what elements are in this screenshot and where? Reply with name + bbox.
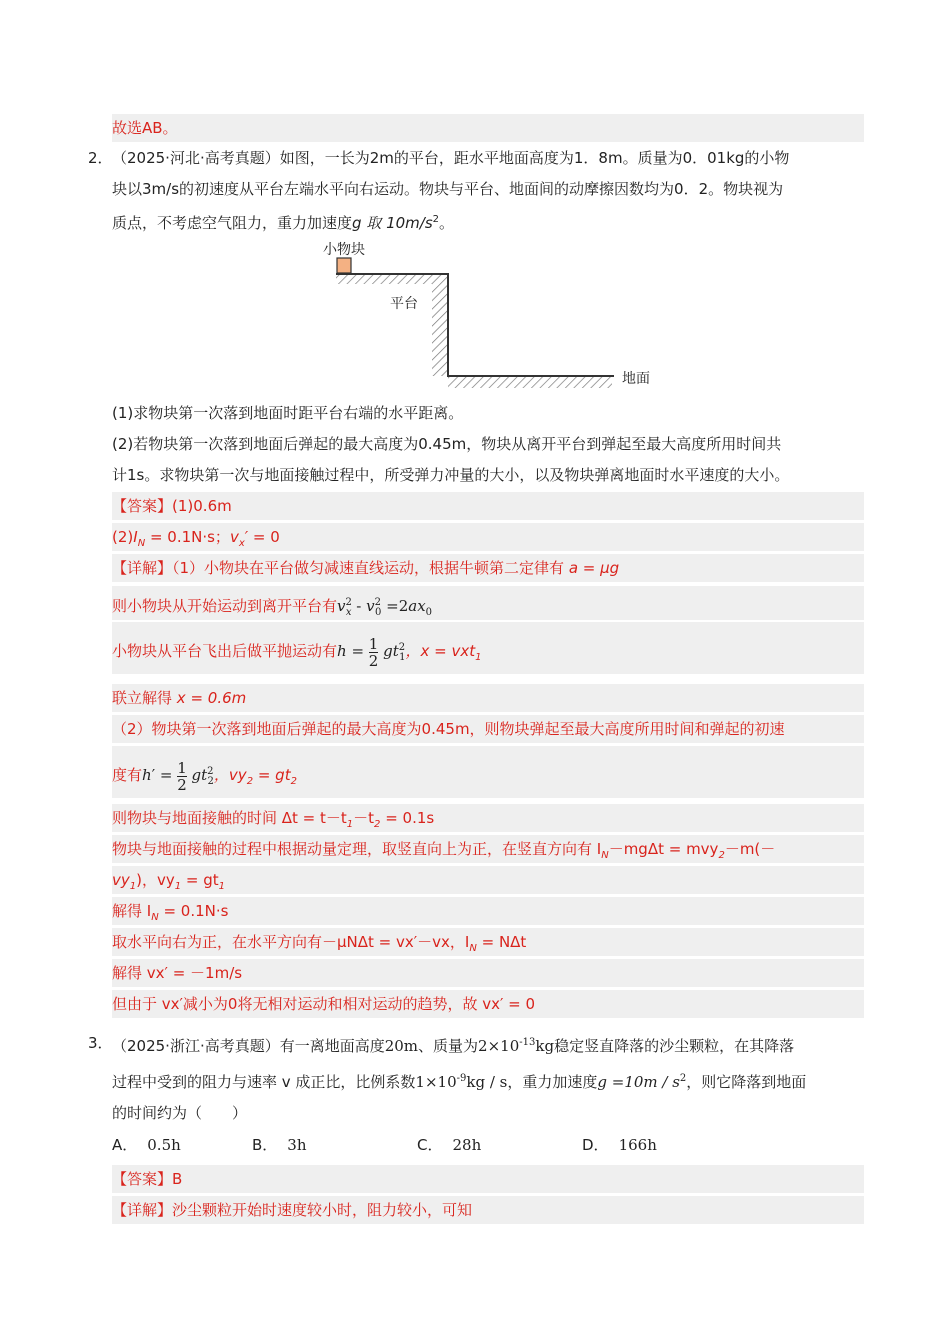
q3-option-d[interactable] [582,1131,657,1159]
q3-option-c-letter: C． [417,1136,443,1154]
q2-sub-question-1: (1)求物块第一次落到地面时距平台右端的水平距离。 [112,404,464,422]
q3-k-base: 1×10 [415,1073,457,1091]
q3-stem-2a: 过程中受到的阻力与速率 v 成正比，比例系数 [112,1073,416,1091]
q3-stem-g: g =10m / s [597,1073,680,1091]
q2-detail-line-5: （2）物块第一次落到地面后弹起的最大高度为0.45m，则物块弹起至最大高度所用时间和弹起的初速 [112,715,864,743]
diagram-label-ground: 地面 [622,371,650,387]
q3-stem-1b: 、质量为 [418,1037,479,1055]
q2-answer-2-impulse: = 0.1N·s； [145,528,230,546]
q3-mass-exp: -13 [519,1037,536,1048]
q2-detail-text-8b: －mgΔt = mvy [608,840,719,858]
q2-stem-end: 。 [439,214,455,232]
q2-answer-tag: 【答案】 [112,497,173,515]
q2-detail-text-8c: －m(－ [724,840,776,858]
q2-detail-line-13: 但由于 vx′减小为0将无相对运动和相对运动的趋势，故 vx′ = 0 [112,990,864,1018]
q2-detail-line-3: 小物块从平台飞出后做平抛运动有h = $\frac{1}{2}$ $gt^2_1$，x = vxt$_1$ [112,622,864,674]
ground-hatch [448,376,612,388]
q2-detail-line-12: 解得 vx′ = －1m/s [112,959,864,987]
q3-detail-tag: 【详解】 [112,1201,173,1219]
q3-stem-2b: ，重力加速度 [507,1073,598,1091]
q2-detail-eq-6: h′ = $\frac{1}{2}$ $gt^2_2$ [142,758,214,794]
q2-stem-g-exp: 2 [432,214,440,225]
q3-k-exp: -9 [456,1073,467,1084]
q2-stem-line-3-text: 质点，不考虑空气阻力，重力加速度 [112,214,353,232]
q2-stem-line-2: 块以3m/s的初速度从平台左端水平向右运动。物块与平台、地面间的动摩擦因数均为0．2。物块视为 [112,180,784,198]
question-number-3: 3． [88,1034,113,1052]
q2-detail-line-7: 则物块与地面接触的时间 $\Delta t = t-t_1-t_2 = 0.1s$ [112,804,864,832]
q2-detail-text-9b: )，vy [136,871,175,889]
q2-detail-line-11: 取水平向右为正，在水平方向有－μNΔt = vx′－vx，$I_N = N\Delta t$ [112,928,864,956]
platform-side-hatch [432,284,448,376]
q2-detail-text-11b: = NΔt [476,933,527,951]
q3-option-b[interactable] [252,1131,307,1159]
q2-detail-eq-6c: = gt [253,766,291,784]
q3-answer-tag: 【答案】 [112,1170,173,1188]
q2-answer-line-1 [112,492,864,520]
prev-closing: 故选AB。 [112,114,864,142]
q3-stem-2c: ，则它降落到地面 [686,1073,807,1091]
q2-sub-question-2-line-1: (2)若物块第一次落到地面后弹起的最大高度为0.45m，物块从离开平台到弹起至最大高度所用时间共 [112,435,782,453]
q2-detail-text-6: 度有 [112,766,143,784]
q2-detail-text-3: 小物块从平台飞出后做平抛运动有 [112,642,338,660]
q2-stem-line-3 [112,206,864,234]
q3-option-a[interactable] [112,1131,181,1159]
q2-detail-line-2 [112,586,864,620]
q2-detail-tag: 【详解】 [112,559,173,577]
q2-detail-eq-3b: ，x = vxt [405,642,476,660]
q3-stem-1a: （2025·浙江·高考真题）有一离地面高度 [112,1037,385,1055]
q3-option-d-letter: D． [582,1136,609,1154]
q3-option-b-letter: B． [252,1136,278,1154]
q2-detail-eq-1: a = μg [568,559,620,577]
q2-sub-question-2-line-2: 计1s。求物块第一次与地面接触过程中，所受弹力冲量的大小，以及物块弹离地面时水平速度的大小。 [112,466,790,484]
q2-detail-line-1 [112,554,864,582]
q2-answer-1: (1)0.6m [172,497,232,515]
q2-answer-line-2: $(2)I_N = 0.1N\cdot s$；$v_x' = 0$ [112,523,864,551]
q3-option-c-value: 28h [452,1136,482,1154]
question-number-2: 2． [88,149,113,167]
q2-detail-text-10b: = 0.1N·s [158,902,229,920]
q2-detail-text-8a: 物块与地面接触的过程中根据动量定理，取竖直向上为正，在竖直方向有 I [112,840,602,858]
q3-answer-value: B [172,1170,183,1188]
q3-answer-line [112,1165,864,1193]
q2-detail-line-8: 物块与地面接触的过程中根据动量定理，取竖直向上为正，在竖直方向有 $I_N-mg\Delta t = mvy_2-m(-$ [112,835,864,863]
q3-stem-k [415,1073,507,1091]
q2-detail-text-2: 则小物块从开始运动到离开平台有 [112,597,338,615]
diagram-label-block: 小物块 [323,242,365,258]
small-block [337,258,351,273]
q2-detail-text-10a: 解得 I [112,902,152,920]
q2-detail-line-10: 解得 $I_N = 0.1N\cdot s$ [112,897,864,925]
platform-diagram-svg [318,236,678,396]
platform-diagram [318,236,678,396]
q2-detail-eq-2: $v^2_x - v^2_0 =2ax_0$ [337,597,433,618]
q2-detail-text-7c: = 0.1s [380,809,435,827]
q3-option-c[interactable] [417,1131,481,1159]
q3-stem-line-1 [112,1028,864,1058]
q2-answer-2-prefix: (2) [112,528,134,546]
q3-detail-text: 沙尘颗粒开始时速度较小时，阻力较小，可知 [172,1201,473,1219]
q2-detail-text-7b: －t [353,809,375,827]
q3-option-a-value: 0.5h [147,1136,181,1154]
platform-outline [336,274,614,376]
q2-answer-2-vx: = 0 [248,528,280,546]
q3-stem-line-2: 过程中受到的阻力与速率 v 成正比，比例系数$1\times 10^{-9}kg / s$，重力加速度$g =10m / s^2$，则它降落到地面 [112,1073,807,1091]
q2-detail-eq-6b: ，vy [213,766,247,784]
q3-mass-base: 2×10 [478,1037,520,1055]
q2-detail-text-9c: = gt [181,871,219,889]
diagram-label-platform: 平台 [390,296,418,312]
q2-stem-g: g 取 10m/s [352,214,433,232]
q3-stem-line-3: 的时间约为（ ） [112,1104,248,1122]
q3-stem-1c: 稳定竖直降落的沙尘颗粒，在其降落 [554,1037,795,1055]
q2-detail-line-4 [112,684,864,712]
q3-option-b-value: 3h [287,1136,307,1154]
q2-detail-line-9: $vy_1$)，$vy_1 = gt_1$ [112,866,864,894]
q2-detail-eq-4: x = 0.6m [176,689,247,707]
platform-top-hatch [336,274,448,284]
q2-stem-line-1: （2025·河北·高考真题）如图，一长为2m的平台，距水平地面高度为1．8m。质量为0．01kg的小物 [112,149,790,167]
q2-detail-text-9a: vy [112,871,130,889]
q3-option-a-letter: A． [112,1136,138,1154]
q3-k-unit: kg / s [466,1073,508,1091]
q2-detail-line-6: 度有h′ = $\frac{1}{2}$ $gt^2_2$，$vy_2 = gt_2$ [112,746,864,798]
q3-options [112,1131,864,1159]
q3-option-d-value: 166h [618,1136,657,1154]
q2-detail-text-7a: 则物块与地面接触的时间 Δt = t－t [112,809,347,827]
q2-detail-text-11a: 取水平向右为正，在水平方向有－μNΔt = vx′－vx，I [112,933,470,951]
q3-mass-unit: kg [535,1037,555,1055]
q3-stem-mass [478,1037,554,1055]
q3-stem-height: 20m [384,1037,419,1055]
q2-detail-text-1: （1）小物块在平台做匀减速直线运动，根据牛顿第二定律有 [172,559,565,577]
q2-detail-text-4: 联立解得 [112,689,173,707]
q3-detail-line [112,1196,864,1224]
q2-detail-eq-3: h = $\frac{1}{2}$ $gt^2_1$ [337,634,406,670]
